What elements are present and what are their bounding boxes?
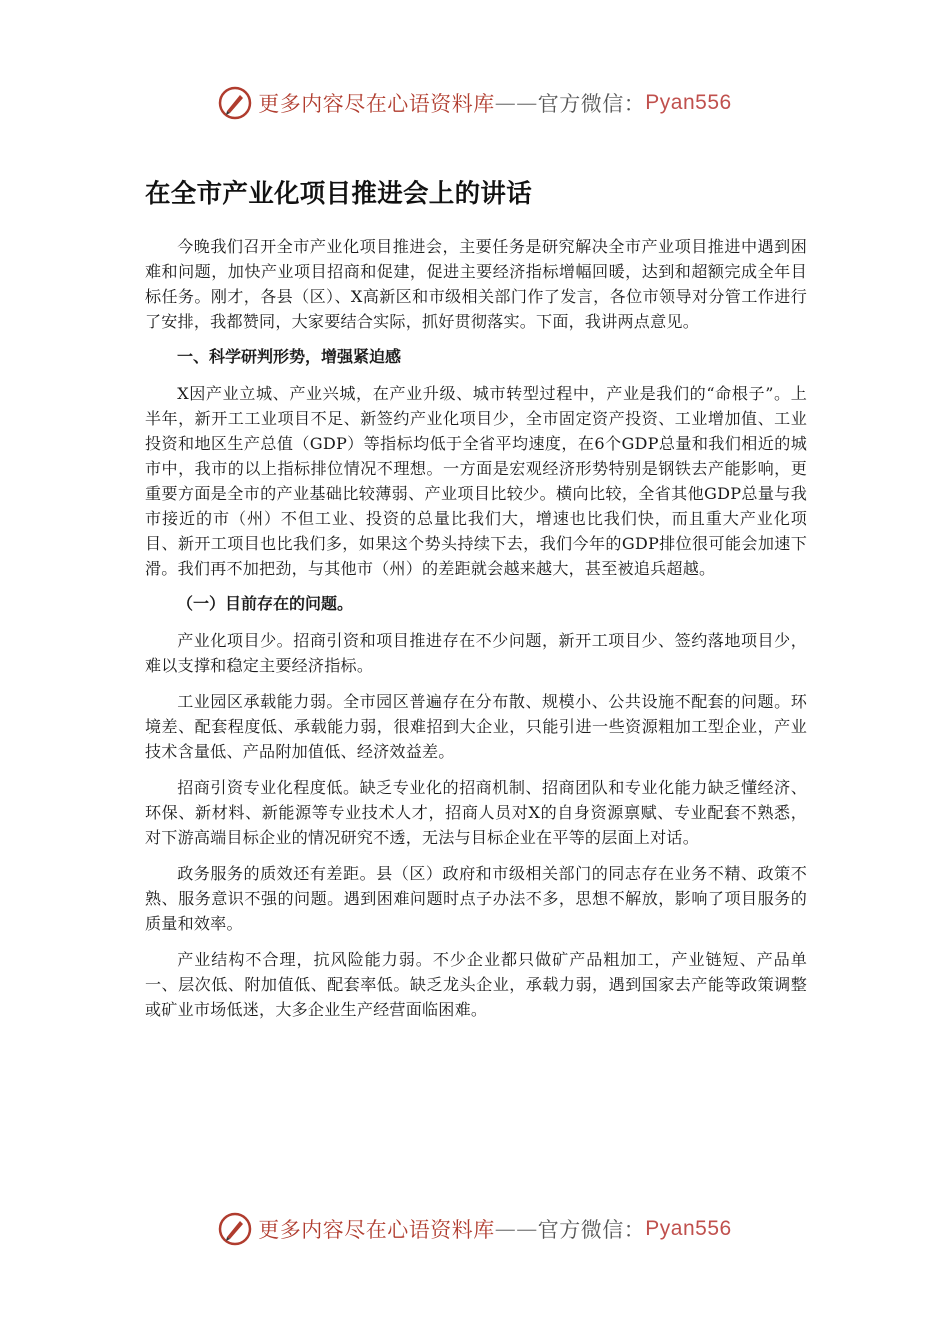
banner-separator: ——	[494, 91, 538, 115]
header-watermark-banner	[0, 86, 950, 120]
banner-wechat-label: 官方微信：	[537, 1218, 646, 1242]
problem-paragraph: 政务服务的质效还有差距。县（区）政府和市级相关部门的同志存在业务不精、政策不熟、服务意识不强的问题。遇到困难问题时点子办法不多，思想不解放，影响了项目服务的质量和效率。	[145, 864, 807, 933]
banner-title: 更多内容尽在心语资料库	[258, 92, 495, 116]
document-title: 在全市产业化项目推进会上的讲话	[145, 180, 533, 208]
section-heading-1: 一、科学研判形势，增强紧迫感	[177, 349, 402, 366]
banner-wechat-id: Pyan556	[645, 1217, 732, 1240]
problem-paragraph: 产业化项目少。招商引资和项目推进存在不少问题，新开工项目少、签约落地项目少，难以支撑和稳定主要经济指标。	[145, 631, 807, 675]
footer-watermark-banner	[0, 1212, 950, 1246]
banner-title: 更多内容尽在心语资料库	[258, 1218, 495, 1242]
pen-logo-icon	[218, 1212, 252, 1246]
intro-paragraph: 今晚我们召开全市产业化项目推进会，主要任务是研究解决全市产业项目推进中遇到困难和问题，加快产业项目招商和促建，促进主要经济指标增幅回暖，达到和超额完成全年目标任务。刚才，各县（区）、X高新区和市级相关部门作了发言，各位市领导对分管工作进行了安排，我都赞同，大家要结合实际，抓好贯彻落实。下面，我讲两点意见。	[145, 237, 807, 331]
problem-paragraph: 招商引资专业化程度低。缺乏专业化的招商机制、招商团队和专业化能力缺乏懂经济、环保、新材料、新能源等专业技术人才，招商人员对X的自身资源禀赋、专业配套不熟悉，对下游高端目标企业的情况研究不透，无法与目标企业在平等的层面上对话。	[145, 778, 807, 847]
banner-wechat-label: 官方微信：	[537, 92, 646, 116]
situation-paragraph: X因产业立城、产业兴城，在产业升级、城市转型过程中，产业是我们的“命根子”。上半年，新开工工业项目不足、新签约产业化项目少，全市固定资产投资、工业增加值、工业投资和地区生产总值（GDP）等指标均低于全省平均速度，在6个GDP总量和我们相近的城市中，我市的以上指标排位情况不理想。一方面是宏观经济形势特别是钢铁去产能影响，更重要方面是全市的产业基础比较薄弱、产业项目比较少。横向比较，全省其他GDP总量与我市接近的市（州）不但工业、投资的总量比我们大，增速也比我们快，而且重大产业化项目、新开工项目也比我们多，如果这个势头持续下去，我们今年的GDP排位很可能会加速下滑。我们再不加把劲，与其他市（州）的差距就会越来越大，甚至被追兵超越。	[145, 384, 807, 578]
subsection-heading: （一）目前存在的问题。	[177, 596, 354, 613]
banner-wechat-id: Pyan556	[645, 91, 732, 114]
problem-paragraph: 工业园区承载能力弱。全市园区普遍存在分布散、规模小、公共设施不配套的问题。环境差、配套程度低、承载能力弱，很难招到大企业，只能引进一些资源粗加工型企业，产业技术含量低、产品附加值低、经济效益差。	[145, 692, 807, 761]
document-body	[145, 174, 807, 1022]
banner-separator: ——	[494, 1217, 538, 1241]
pen-logo-icon	[218, 86, 252, 120]
problem-paragraph: 产业结构不合理，抗风险能力弱。不少企业都只做矿产品粗加工，产业链短、产品单一、层次低、附加值低、配套率低。缺乏龙头企业，承载力弱，遇到国家去产能等政策调整或矿业市场低迷，大多企业生产经营面临困难。	[145, 950, 807, 1019]
